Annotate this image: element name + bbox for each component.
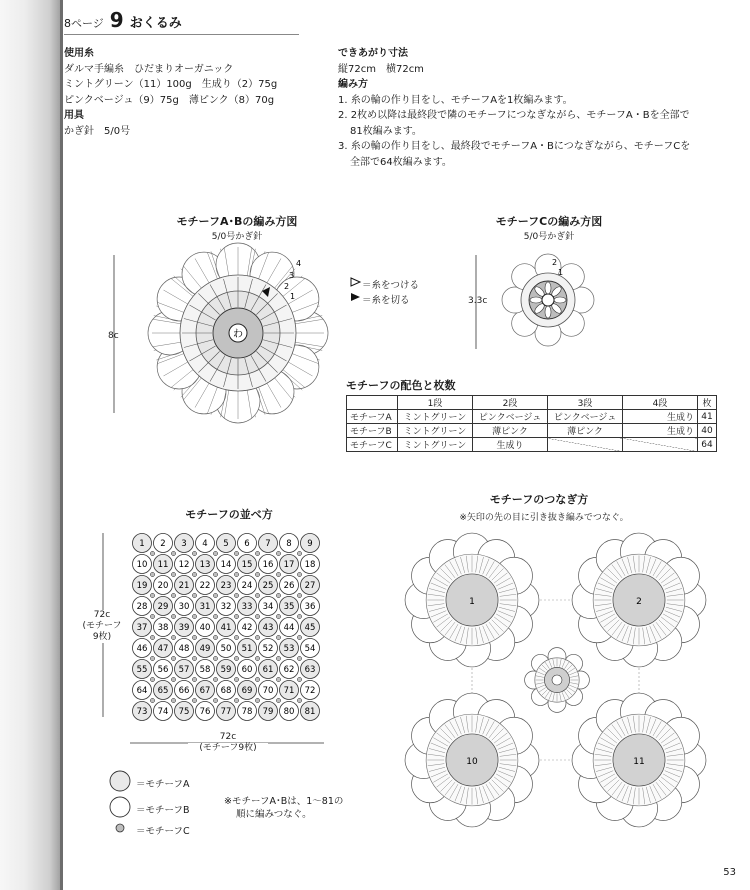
grid-number: 68 (220, 686, 232, 697)
grid-number: 28 (136, 602, 148, 613)
grid-number: 10 (136, 560, 148, 571)
header-blank (347, 396, 398, 410)
grid-motif-c (213, 656, 217, 660)
grid-number: 19 (136, 581, 148, 592)
layout-width-label (188, 732, 268, 754)
table-row (347, 424, 717, 438)
grid-number: 20 (157, 581, 169, 592)
tools-heading: 用具 (64, 110, 84, 121)
height-label-3: 9枚) (92, 632, 112, 642)
grid-motif-c (234, 551, 238, 555)
grid-motif-c (234, 677, 238, 681)
step-3a: 3. 糸の輪の作り目をし、最終段でモチーフA・Bにつなぎながら、モチーフCを (338, 141, 691, 152)
grid-number: 31 (199, 602, 211, 613)
grid-number: 33 (241, 602, 253, 613)
motif-ab-size: 8c (108, 331, 119, 341)
yarn-heading: 使用糸 (64, 48, 94, 59)
pattern-page (64, 0, 750, 890)
grid-motif-c (276, 614, 280, 618)
grid-motif-c (297, 677, 301, 681)
grid-motif-c (234, 698, 238, 702)
header-count: 枚 (698, 396, 717, 410)
header-round-2: 2段 (473, 396, 548, 410)
grid-motif-c (234, 656, 238, 660)
grid-number: 36 (304, 602, 316, 613)
grid-number: 72 (304, 686, 316, 697)
grid-motif-c (213, 614, 217, 618)
grid-number: 62 (283, 665, 295, 676)
grid-number: 23 (220, 581, 232, 592)
legend-a-swatch (110, 771, 130, 791)
grid-number: 6 (244, 539, 250, 550)
round-label-1: 1 (290, 292, 296, 301)
join-label-10: 10 (466, 757, 478, 767)
yarn-line-1: ミントグリーン（11）100g 生成り（2）75g (64, 79, 278, 90)
grid-number: 2 (160, 539, 166, 550)
legend-c-label: ＝モチーフC (136, 826, 190, 837)
join-label-11: 11 (633, 757, 645, 767)
grid-motif-c (171, 572, 175, 576)
size-heading: できあがり寸法 (338, 48, 408, 59)
legend-note (224, 795, 343, 821)
yarn-name: ダルマ手編糸 ひだまりオーガニック (64, 63, 234, 75)
grid-number: 69 (241, 686, 253, 697)
table-row (347, 410, 717, 424)
grid-number: 40 (199, 623, 211, 634)
grid-number: 60 (241, 665, 253, 676)
grid-number: 66 (178, 686, 190, 697)
row-c-r3 (548, 438, 623, 452)
grid-motif-c (297, 614, 301, 618)
grid-motif-c (150, 635, 154, 639)
grid-motif-c (171, 551, 175, 555)
row-c-count: 64 (698, 438, 717, 452)
attach-yarn-icon (351, 278, 360, 286)
row-b-count: 40 (698, 424, 717, 438)
grid-motif-c (297, 593, 301, 597)
motif-c-chart (498, 245, 598, 355)
grid-number: 79 (262, 707, 274, 718)
joining-note: ※矢印の先の目に引き抜き編みでつなぐ。 (459, 513, 629, 523)
grid-number: 42 (241, 623, 253, 634)
grid-number: 80 (283, 707, 295, 718)
center-ring-mark: わ (233, 329, 243, 340)
yarn-line-2: ピンクベージュ（9）75g 薄ピンク（8）70g (64, 94, 275, 106)
row-b-name: モチーフB (347, 424, 398, 438)
grid-motif-c (192, 593, 196, 597)
grid-number: 51 (241, 644, 253, 655)
grid-number: 4 (202, 539, 208, 550)
grid-motif-c (297, 551, 301, 555)
row-a-count: 41 (698, 410, 717, 424)
grid-number: 29 (157, 602, 169, 613)
grid-motif-c (192, 698, 196, 702)
grid-motif-c (213, 551, 217, 555)
legend-a-label: ＝モチーフA (136, 779, 190, 790)
grid-number: 52 (262, 644, 274, 655)
grid-number: 74 (157, 707, 169, 718)
grid-motif-c (276, 593, 280, 597)
legend-b-swatch (110, 797, 130, 817)
pattern-title: おくるみ (129, 16, 182, 31)
grid-number: 57 (178, 665, 190, 676)
grid-number: 56 (157, 665, 169, 676)
diagram-c-title: モチーフCの編み方図 (495, 215, 603, 228)
grid-motif-c (234, 572, 238, 576)
row-c-r2: 生成り (473, 438, 548, 452)
grid-motif-c (255, 593, 259, 597)
grid-number: 38 (157, 623, 169, 634)
grid-number: 55 (136, 665, 148, 676)
row-a-r1: ミントグリーン (398, 410, 473, 424)
grid-motif-c (234, 614, 238, 618)
header-round-3: 3段 (548, 396, 623, 410)
grid-motif-c (150, 614, 154, 618)
grid-number: 41 (220, 623, 232, 634)
grid-number: 67 (199, 686, 211, 697)
grid-number: 7 (265, 539, 271, 550)
grid-number: 75 (178, 707, 190, 718)
grid-motif-c (276, 698, 280, 702)
grid-motif-c (255, 614, 259, 618)
book-spine-shadow (0, 0, 62, 890)
grid-number: 43 (262, 623, 274, 634)
grid-number: 12 (178, 560, 190, 571)
table-row (347, 438, 717, 452)
grid-motif-c (276, 656, 280, 660)
grid-number: 46 (136, 644, 148, 655)
grid-motif-c (171, 614, 175, 618)
grid-number: 81 (304, 707, 316, 718)
grid-motif-c (150, 656, 154, 660)
grid-motif-c (213, 635, 217, 639)
layout-title: モチーフの並べ方 (185, 508, 273, 521)
grid-motif-c (213, 677, 217, 681)
grid-motif-c (297, 656, 301, 660)
height-label-2: (モチーフ (82, 621, 122, 631)
grid-motif-c (171, 698, 175, 702)
attach-yarn-label: ＝糸をつける (362, 280, 420, 291)
round-label-3: 3 (289, 271, 295, 280)
grid-number: 17 (283, 560, 295, 571)
header-round-4: 4段 (623, 396, 698, 410)
grid-number: 5 (223, 539, 229, 550)
diagram-c-hook: 5/0号かぎ針 (523, 232, 575, 242)
yarn-mark-icons (350, 277, 362, 307)
row-b-r4: 生成り (623, 424, 698, 438)
grid-motif-c (276, 551, 280, 555)
grid-number: 27 (304, 581, 316, 592)
grid-number: 73 (136, 707, 148, 718)
grid-number: 9 (307, 539, 313, 550)
row-c-name: モチーフC (347, 438, 398, 452)
legend-note-2: 順に編みつなぐ。 (236, 809, 312, 820)
size-line: 縦72cm 横72cm (338, 63, 424, 75)
method-heading: 編み方 (338, 79, 368, 90)
grid-number: 58 (199, 665, 211, 676)
grid-number: 30 (178, 602, 190, 613)
grid-number: 16 (262, 560, 274, 571)
grid-motif-c (255, 677, 259, 681)
header-rule (64, 34, 299, 35)
round-label-4: 4 (296, 259, 302, 268)
width-label-1: 72c (219, 732, 237, 742)
grid-number: 64 (136, 686, 148, 697)
grid-motif-c (255, 572, 259, 576)
grid-motif-c (150, 572, 154, 576)
grid-motif-c (276, 677, 280, 681)
step-1: 1. 糸の輪の作り目をし、モチーフAを1枚編みます。 (338, 94, 573, 106)
grid-motif-c (276, 635, 280, 639)
grid-number: 65 (157, 686, 169, 697)
tools-line: かぎ針 5/0号 (64, 125, 131, 137)
step-2a: 2. 2枚め以降は最終段で隣のモチーフにつなぎながら、モチーフA・Bを全部で (338, 110, 690, 121)
grid-number: 13 (199, 560, 211, 571)
round-label-2: 2 (284, 282, 290, 291)
row-b-r1: ミントグリーン (398, 424, 473, 438)
grid-motif-c (171, 677, 175, 681)
grid-motif-c (192, 635, 196, 639)
grid-motif-c (255, 656, 259, 660)
grid-motif-c (192, 572, 196, 576)
grid-number: 78 (241, 707, 253, 718)
grid-number: 54 (304, 644, 316, 655)
grid-motif-c (171, 593, 175, 597)
pattern-number: 9 (109, 8, 124, 32)
grid-motif-c (297, 572, 301, 576)
motif-layout-grid (128, 531, 328, 721)
color-table-title: モチーフの配色と枚数 (346, 379, 456, 392)
row-c-r4 (623, 438, 698, 452)
book-gutter-line (60, 0, 63, 890)
grid-number: 71 (283, 686, 295, 697)
header-round-1: 1段 (398, 396, 473, 410)
grid-number: 59 (220, 665, 232, 676)
row-a-r2: ピンクベージュ (473, 410, 548, 424)
grid-number: 1 (139, 539, 145, 550)
grid-number: 15 (241, 560, 253, 571)
grid-motif-c (150, 677, 154, 681)
grid-number: 53 (283, 644, 295, 655)
width-label-2: (モチーフ9枚) (188, 743, 268, 754)
grid-number: 22 (199, 581, 211, 592)
c-round-label-2: 2 (552, 258, 558, 267)
row-a-r4: 生成り (623, 410, 698, 424)
grid-number: 8 (286, 539, 292, 550)
grid-motif-c (171, 635, 175, 639)
grid-number: 48 (178, 644, 190, 655)
joining-title: モチーフのつなぎ方 (489, 493, 589, 506)
page-header (64, 8, 182, 32)
height-label-1: 72c (93, 610, 111, 620)
grid-number: 50 (220, 644, 232, 655)
grid-motif-c (234, 635, 238, 639)
grid-number: 47 (157, 644, 169, 655)
grid-motif-c (192, 677, 196, 681)
grid-number: 77 (220, 707, 232, 718)
grid-motif-c (255, 698, 259, 702)
grid-number: 44 (283, 623, 295, 634)
page-ref: 8ページ (64, 17, 104, 30)
legend-b-label: ＝モチーフB (136, 805, 190, 816)
row-b-r2: 薄ピンク (473, 424, 548, 438)
grid-number: 49 (199, 644, 211, 655)
grid-number: 11 (157, 560, 169, 571)
legend-note-1: ※モチーフA･Bは、1〜81の (224, 796, 344, 807)
motif-ab-chart (144, 245, 334, 425)
step-2b: 81枚編みます。 (350, 125, 422, 137)
grid-motif-c (192, 614, 196, 618)
grid-motif-c (150, 698, 154, 702)
motif-c-size: 3.3c (468, 296, 488, 306)
grid-motif-c (171, 656, 175, 660)
row-b-r3: 薄ピンク (548, 424, 623, 438)
grid-number: 61 (262, 665, 274, 676)
grid-motif-c (234, 593, 238, 597)
diagram-ab-hook: 5/0号かぎ針 (211, 232, 263, 242)
grid-number: 34 (262, 602, 274, 613)
grid-number: 63 (304, 665, 316, 676)
grid-number: 24 (241, 581, 253, 592)
cut-yarn-icon (351, 293, 360, 301)
row-a-r3: ピンクベージュ (548, 410, 623, 424)
materials-block (64, 46, 277, 139)
join-label-2: 2 (636, 597, 642, 607)
grid-number: 14 (220, 560, 232, 571)
grid-number: 70 (262, 686, 274, 697)
grid-motif-c (213, 572, 217, 576)
joining-diagram (409, 530, 709, 830)
grid-motif-c (150, 551, 154, 555)
grid-motif-c (150, 593, 154, 597)
grid-motif-c (255, 635, 259, 639)
grid-motif-c (276, 572, 280, 576)
page-number: 53 (723, 867, 736, 878)
grid-number: 26 (283, 581, 295, 592)
grid-number: 45 (304, 623, 316, 634)
color-table (346, 395, 717, 452)
grid-motif-c (213, 698, 217, 702)
grid-number: 35 (283, 602, 295, 613)
grid-number: 37 (136, 623, 148, 634)
grid-number: 3 (181, 539, 187, 550)
c-round-label-1: 1 (558, 268, 564, 277)
grid-motif-c (297, 635, 301, 639)
grid-motif-c (192, 551, 196, 555)
grid-motif-c (255, 551, 259, 555)
grid-number: 21 (178, 581, 190, 592)
diagram-ab-title: モチーフA･Bの編み方図 (176, 215, 298, 228)
join-label-1: 1 (469, 597, 475, 607)
grid-number: 39 (178, 623, 190, 634)
grid-motif-c (297, 698, 301, 702)
legend-swatches (108, 770, 132, 850)
row-a-name: モチーフA (347, 410, 398, 424)
layout-height-label (80, 610, 124, 643)
grid-motif-c (213, 593, 217, 597)
instructions-block (338, 46, 738, 170)
color-table-header-row (347, 396, 717, 410)
cut-yarn-label: ＝糸を切る (362, 295, 410, 306)
grid-number: 18 (304, 560, 316, 571)
grid-number: 76 (199, 707, 211, 718)
grid-motif-c (192, 656, 196, 660)
grid-number: 32 (220, 602, 232, 613)
step-3b: 全部で64枚編みます。 (350, 156, 452, 168)
row-c-r1: ミントグリーン (398, 438, 473, 452)
grid-number: 25 (262, 581, 274, 592)
legend-c-swatch (116, 824, 124, 832)
join-motif-c (525, 648, 590, 713)
